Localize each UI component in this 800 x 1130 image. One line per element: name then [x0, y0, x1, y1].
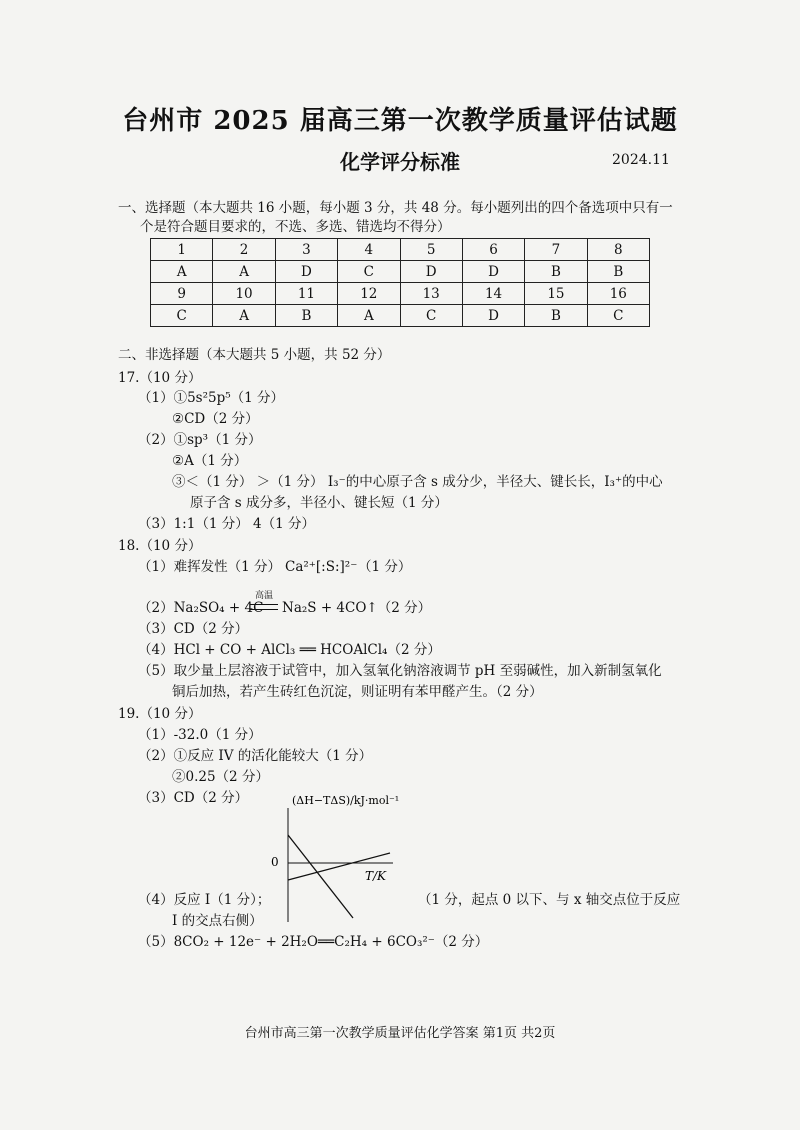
question-number-row: [151, 239, 650, 261]
question-number-cell: 9: [151, 283, 213, 305]
q18-part2-products: Na₂S + 4CO↑（2 分）: [282, 600, 432, 616]
q18-part1: （1）难挥发性（1 分）: [138, 559, 281, 575]
answer-cell: C: [151, 305, 213, 327]
q18-part2-reaction-arrow: [250, 604, 278, 610]
answer-cell: C: [400, 305, 462, 327]
energy-temperature-graph: [268, 790, 418, 928]
question-number-cell: 11: [275, 283, 337, 305]
question-number-cell: 7: [525, 239, 587, 261]
q18-part3: （3）CD（2 分）: [138, 621, 249, 637]
q19-part5: （5）8CO₂ + 12e⁻ + 2H₂O══C₂H₄ + 6CO₃²⁻（2 分）: [138, 934, 489, 950]
q19-part4-note-cont: I 的交点右侧）: [172, 913, 263, 929]
question-number-cell: 14: [462, 283, 524, 305]
question-number-cell: 13: [400, 283, 462, 305]
answer-cell: D: [275, 261, 337, 283]
section2-intro: 二、非选择题（本大题共 5 小题，共 52 分）: [118, 347, 391, 363]
answer-cell: A: [151, 261, 213, 283]
question-number-cell: 16: [587, 283, 649, 305]
answer-row: [151, 261, 650, 283]
question-number-cell: 8: [587, 239, 649, 261]
q19-part3: （3）CD（2 分）: [138, 790, 249, 806]
q19-part2a: （2）①反应 IV 的活化能较大（1 分）: [138, 748, 373, 764]
question-number-cell: 6: [462, 239, 524, 261]
q17-part2a: （2）①sp³（1 分）: [138, 432, 262, 448]
answer-cell: B: [275, 305, 337, 327]
question-number-cell: 2: [213, 239, 275, 261]
question-number-cell: 3: [275, 239, 337, 261]
q17-part2b: ②A（1 分）: [172, 453, 248, 469]
q18-part4: （4）HCl + CO + AlCl₃ ══ HCOAlCl₄（2 分）: [138, 642, 441, 658]
q17-part1b: ②CD（2 分）: [172, 411, 259, 427]
question-number-row: [151, 283, 650, 305]
page-footer: 台州市高三第一次教学质量评估化学答案 第1页 共2页: [244, 1026, 556, 1041]
q17-part1a: （1）①5s²5p⁵（1 分）: [138, 390, 285, 406]
answer-cell: B: [525, 305, 587, 327]
answer-cell: C: [338, 261, 400, 283]
question-number-cell: 10: [213, 283, 275, 305]
q19-part2b: ②0.25（2 分）: [172, 769, 269, 785]
q19-part4: （4）反应 I（1 分）；: [138, 892, 271, 908]
question-number-cell: 15: [525, 283, 587, 305]
answer-cell: B: [587, 261, 649, 283]
graph-line-reaction-i: [288, 835, 353, 918]
q18-part1-formula: Ca²⁺[:S:]²⁻: [285, 559, 358, 575]
answer-cell: D: [462, 305, 524, 327]
question-number-cell: 1: [151, 239, 213, 261]
page-subtitle: 化学评分标准: [340, 150, 460, 174]
answer-cell: C: [587, 305, 649, 327]
graph-y-axis-label: (ΔH−TΔS)/kJ·mol⁻¹: [292, 794, 400, 807]
q18-part5-line2: 铜后加热，若产生砖红色沉淀，则证明有苯甲醛产生。（2 分）: [172, 684, 543, 700]
answer-cell: A: [213, 305, 275, 327]
graph-x-axis-label: T/K: [365, 869, 387, 883]
q19-part1: （1）-32.0（1 分）: [138, 727, 262, 743]
answer-cell: A: [338, 305, 400, 327]
section1-intro-line2: 个是符合题目要求的，不选、多选、错选均不得分）: [140, 219, 451, 235]
answer-table: [150, 238, 650, 327]
question-number-cell: 12: [338, 283, 400, 305]
answer-cell: A: [213, 261, 275, 283]
q19-part4-note: （1 分，起点 0 以下、与 x 轴交点位于反应: [418, 892, 681, 908]
answer-cell: D: [462, 261, 524, 283]
q18-part2-condition: 高温: [254, 591, 273, 601]
answer-cell: B: [525, 261, 587, 283]
q18-part2: （2）Na₂SO₄ + 4C: [138, 600, 264, 616]
question-number-cell: 4: [338, 239, 400, 261]
q17-heading: 17.（10 分）: [118, 370, 202, 386]
answer-cell: D: [400, 261, 462, 283]
page-title: 台州市 2025 届高三第一次教学质量评估试题: [122, 106, 678, 136]
q17-part2c-line1: ③＜（1 分） ＞（1 分） I₃⁻的中心原子含 s 成分少，半径大、键长长，I₃⁺的中心: [172, 474, 663, 490]
exam-date: 2024.11: [612, 152, 670, 168]
q18-heading: 18.（10 分）: [118, 538, 202, 554]
q18-part5-line1: （5）取少量上层溶液于试管中，加入氢氧化钠溶液调节 pH 至弱碱性，加入新制氢氧化: [138, 663, 662, 679]
q17-part3: （3）1:1（1 分） 4（1 分）: [138, 516, 315, 532]
graph-zero-label: 0: [271, 855, 279, 869]
q19-heading: 19.（10 分）: [118, 706, 202, 722]
section1-intro-line1: 一、选择题（本大题共 16 小题，每小题 3 分，共 48 分。每小题列出的四个备选项中只有一: [118, 200, 673, 216]
q18-part1-score: （1 分）: [358, 559, 412, 575]
q17-part2c-line2: 原子含 s 成分多，半径小、键长短（1 分）: [190, 495, 448, 511]
answer-row: [151, 305, 650, 327]
question-number-cell: 5: [400, 239, 462, 261]
